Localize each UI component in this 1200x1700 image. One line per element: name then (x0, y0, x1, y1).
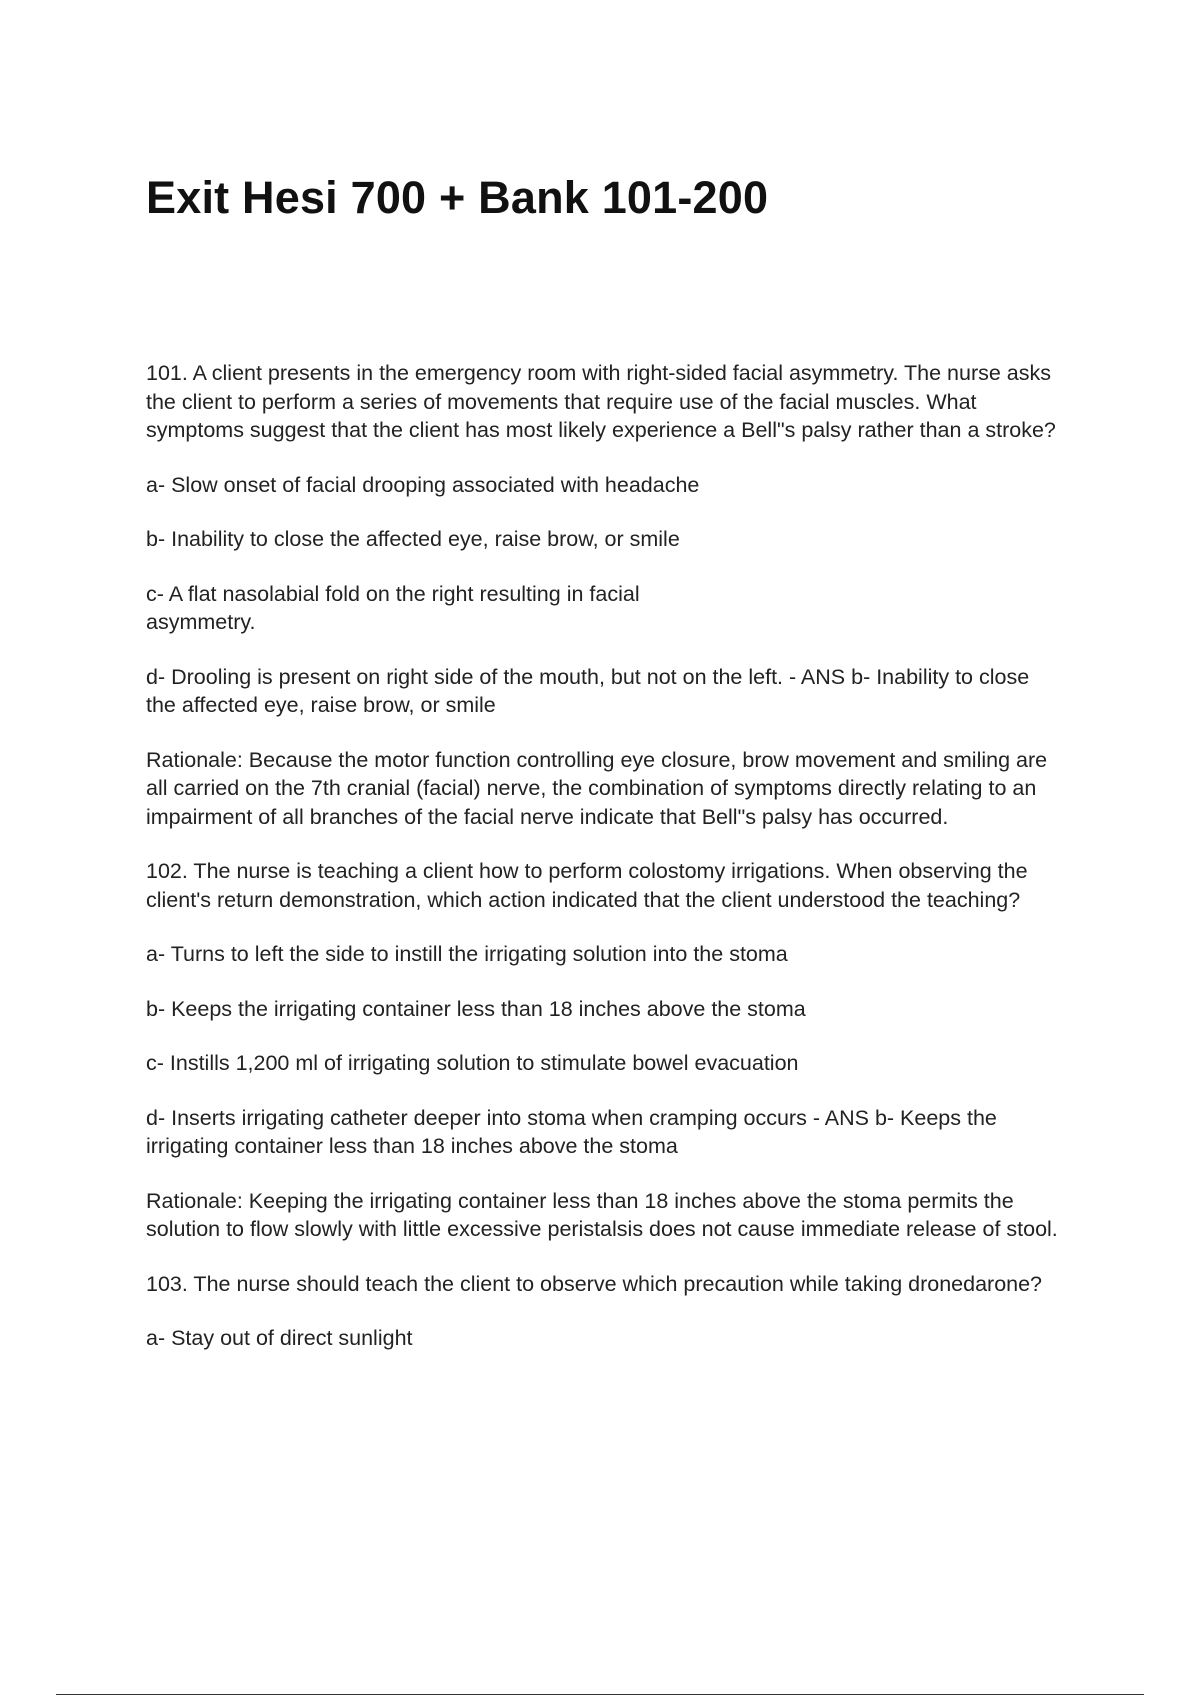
text-line: c- Instills 1,200 ml of irrigating solution to stimulate bowel evacuation (146, 1051, 799, 1075)
q101-option-b (146, 525, 1092, 554)
question-102 (146, 857, 1092, 914)
question-101 (146, 359, 1092, 445)
q102-option-c (146, 1049, 1092, 1078)
text-line: a- Turns to left the side to instill the irrigating solution into the stoma (146, 942, 788, 966)
document-body (146, 359, 1092, 1379)
text-line: Rationale: Because the motor function controlling eye closure, brow movement and smiling are (146, 747, 1048, 772)
q101-option-d-answer (146, 663, 1092, 720)
text-line: Rationale: Keeping the irrigating container less than 18 inches above the stoma permits the (146, 1188, 1014, 1213)
q101-option-c (146, 580, 1092, 637)
text-line: d- Drooling is present on right side of the mouth, but not on the left. - ANS b- Inability to close (146, 664, 1030, 689)
text-line: 102. The nurse is teaching a client how to perform colostomy irrigations. When observing the (146, 859, 1028, 883)
question-103 (146, 1270, 1092, 1299)
q102-option-a (146, 940, 1092, 969)
text-line: b- Inability to close the affected eye, raise brow, or smile (146, 527, 680, 551)
page-title: Exit Hesi 700 + Bank 101-200 (146, 172, 769, 223)
text-line: a- Stay out of direct sunlight (146, 1326, 413, 1350)
text-line: d- Inserts irrigating catheter deeper into stoma when cramping occurs - ANS b- Keeps the (146, 1105, 997, 1130)
text-line: 103. The nurse should teach the client to observe which precaution while taking dronedarone? (146, 1271, 1043, 1296)
text-line: a- Slow onset of facial drooping associated with headache (146, 472, 700, 497)
q101-rationale (146, 746, 1092, 832)
text-line: client's return demonstration, which action indicated that the client understood the teaching? (146, 887, 1021, 912)
text-line: impairment of all branches of the facial nerve indicate that Bell"s palsy has occurred. (146, 804, 949, 829)
text-line: all carried on the 7th cranial (facial) nerve, the combination of symptoms directly relating to an (146, 776, 1037, 800)
q102-option-b (146, 995, 1092, 1024)
text-line: the client to perform a series of movements that require use of the facial muscles. What (146, 389, 977, 414)
footer-divider (56, 1694, 1144, 1695)
text-line: irrigating container less than 18 inches above the stoma (146, 1134, 678, 1158)
text-line: asymmetry. (146, 610, 256, 634)
text-line: c- A flat nasolabial fold on the right resulting in facial (146, 581, 640, 606)
text-line: b- Keeps the irrigating container less than 18 inches above the stoma (146, 996, 806, 1021)
q102-option-d-answer (146, 1104, 1092, 1161)
q102-rationale (146, 1187, 1092, 1244)
text-line: symptoms suggest that the client has most likely experience a Bell"s palsy rather than a stroke? (146, 418, 1056, 442)
text-line: the affected eye, raise brow, or smile (146, 693, 496, 717)
q103-option-a (146, 1324, 1092, 1353)
text-line: solution to flow slowly with little excessive peristalsis does not cause immediate release of stool. (146, 1217, 1058, 1241)
text-line: 101. A client presents in the emergency room with right-sided facial asymmetry. The nurse asks (146, 361, 1052, 385)
q101-option-a (146, 471, 1092, 500)
